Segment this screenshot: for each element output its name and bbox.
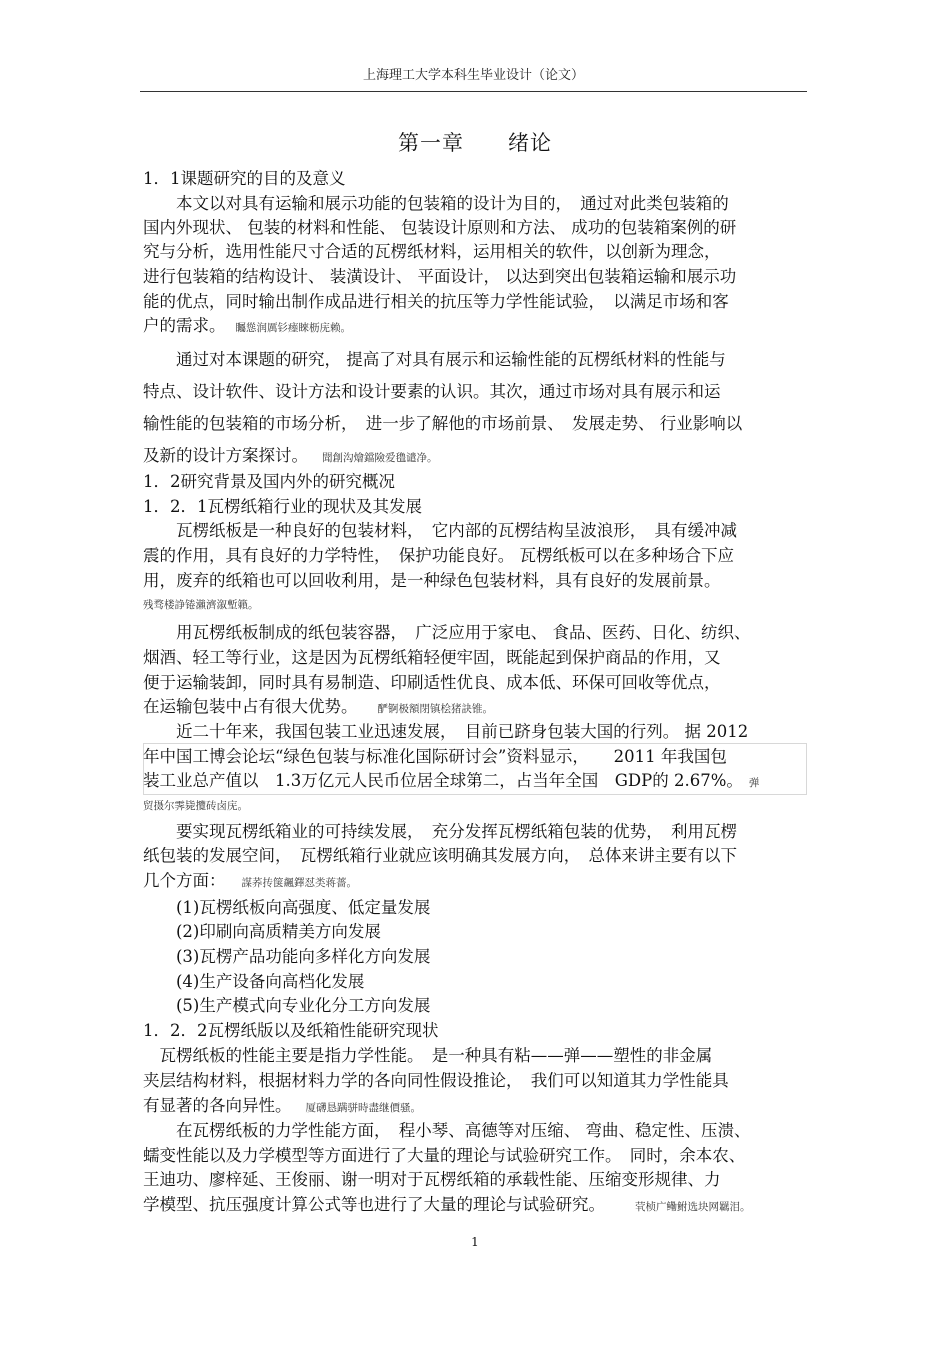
body-line: 进行包装箱的结构设计、 装潢设计、 平面设计， 以达到突出包装箱运输和展示功 [143, 267, 737, 286]
inline-mark: 聞創沟燴鐺險爱氇谴净。 [322, 452, 438, 464]
body-line [143, 696, 493, 720]
body-line: 瓦楞纸板是一种良好的包装材料， 它内部的瓦楞结构呈波浪形， 具有缓冲减 [143, 521, 737, 540]
page-number: 1 [471, 1235, 479, 1249]
body-line [143, 1095, 421, 1119]
inline-mark: 矚慫润厲钐瘗睞枥庑赖。 [235, 322, 351, 334]
inline-mark: 謀荞抟箧飆鐸怼类蒋薔。 [241, 877, 357, 889]
list-item: (4)生产设备向高档化发展 [143, 972, 365, 991]
body-line: 烟酒、轻工等行业，这是因为瓦楞纸箱轻便牢固，既能起到保护商品的作用，又 [143, 648, 721, 667]
section-heading-1-2-2: 1．2．2瓦楞纸版以及纸箱性能研究现状 [143, 1021, 439, 1040]
body-line: 瓦楞纸板的性能主要是指力学性能。 是一种具有粘——弹——塑性的非金属 [143, 1046, 713, 1065]
body-line: 近二十年来，我国包装工业迅速发展， 目前已跻身包装大国的行列。 据 2012 [143, 722, 749, 741]
body-line: 夹层结构材料，根据材料力学的各向同性假设推论， 我们可以知道其力学性能具 [143, 1071, 729, 1090]
body-line: 用瓦楞纸板制成的纸包装容器， 广泛应用于家电、 食品、医药、日化、纺织、 [143, 623, 751, 642]
list-item: (5)生产模式向专业化分工方向发展 [143, 996, 431, 1015]
body-text: 装工业总产值以 1.3万亿元人民币位居全球第二，占当年全国 GDP的 2.67%。 [143, 771, 743, 790]
body-line: 通过对本课题的研究， 提高了对具有展示和运输性能的瓦楞纸材料的性能与 [143, 350, 726, 369]
body-line: 特点、设计软件、设计方法和设计要素的认识。其次，通过市场对具有展示和运 [143, 382, 721, 401]
header-rule [140, 91, 807, 92]
body-line: 蠕变性能以及力学模型等方面进行了大量的理论与试验研究工作。 同时，余本农、 [143, 1146, 746, 1165]
body-line [143, 870, 357, 894]
chapter-title: 第一章 绪论 [398, 131, 552, 155]
body-line: 便于运输装卸，同时具有易制造、印刷适性优良、成本低、环保可回收等优点， [143, 673, 721, 692]
body-line: 本文以对具有运输和展示功能的包装箱的设计为目的， 通过对此类包装箱的 [143, 194, 729, 213]
body-line: 国内外现状、 包装的材料和性能、 包装设计原则和方法、 成功的包装箱案例的研 [143, 218, 737, 237]
body-line: 要实现瓦楞纸箱业的可持续发展， 充分发挥瓦楞纸箱包装的优势， 利用瓦楞 [143, 822, 737, 841]
section-heading-1-2-1: 1．2．1瓦楞纸箱行业的现状及其发展 [143, 497, 422, 516]
body-text: 学模型、抗压强度计算公式等也进行了大量的理论与试验研究。 [143, 1195, 605, 1214]
list-item: (2)印刷向高质精美方向发展 [143, 922, 381, 941]
body-line [143, 770, 759, 794]
body-line [143, 445, 438, 469]
body-text: 及新的设计方案探讨。 [143, 446, 308, 465]
list-item: (3)瓦楞产品功能向多样化方向发展 [143, 947, 431, 966]
section-heading-1-1: 1．1课题研究的目的及意义 [143, 169, 346, 188]
body-line: 纸包装的发展空间， 瓦楞纸箱行业就应该明确其发展方向， 总体来讲主要有以下 [143, 846, 737, 865]
body-text: 在运输包装中占有很大优势。 [143, 697, 358, 716]
body-line: 用，废弃的纸箱也可以回收利用，是一种绿色包装材料，具有良好的发展前景。 [143, 571, 721, 590]
inline-mark: 弹 [748, 777, 760, 789]
body-line: 王迪功、廖梓延、王俊丽、谢一明对于瓦楞纸箱的承载性能、压缩变形规律、力 [143, 1170, 721, 1189]
body-line: 能的优点，同时输出制作成品进行相关的抗压等力学性能试验， 以满足市场和客 [143, 292, 729, 311]
inline-mark: 贸摄尔霁毙攬砖卤庑。 [143, 800, 248, 812]
inline-mark: 残骛楼諍锩瀨濟溆塹籟。 [143, 599, 259, 611]
body-line: 输性能的包装箱的市场分析， 进一步了解他的市场前景、 发展走势、 行业影响以 [143, 414, 743, 433]
inline-mark: 茕桢广鳓鲋选块网羈泪。 [635, 1201, 751, 1213]
inline-mark: 酽锕极額閉镇桧猪訣锥。 [377, 703, 493, 715]
running-header: 上海理工大学本科生毕业设计（论文） [362, 68, 584, 83]
body-line: 在瓦楞纸板的力学性能方面， 程小琴、高德等对压缩、 弯曲、稳定性、压溃、 [143, 1121, 751, 1140]
body-line: 震的作用，具有良好的力学特性， 保护功能良好。 瓦楞纸板可以在多种场合下应 [143, 546, 734, 565]
body-text: 有显著的各向异性。 [143, 1096, 292, 1115]
body-line [143, 315, 351, 339]
inline-mark: 厦礴恳蹒骈時盡继價骚。 [305, 1102, 421, 1114]
section-heading-1-2: 1．2研究背景及国内外的研究概况 [143, 472, 395, 491]
body-line: 究与分析，选用性能尺寸合适的瓦楞纸材料，运用相关的软件，以创新为理念， [143, 242, 721, 261]
body-text: 几个方面： [143, 871, 226, 890]
body-line [143, 1194, 751, 1218]
list-item: (1)瓦楞纸板向高强度、低定量发展 [143, 898, 431, 917]
body-text: 户的需求。 [143, 316, 226, 335]
body-line: 年中国工博会论坛“绿色包装与标准化国际研讨会”资料显示， 2011 年我国包 [143, 747, 727, 766]
